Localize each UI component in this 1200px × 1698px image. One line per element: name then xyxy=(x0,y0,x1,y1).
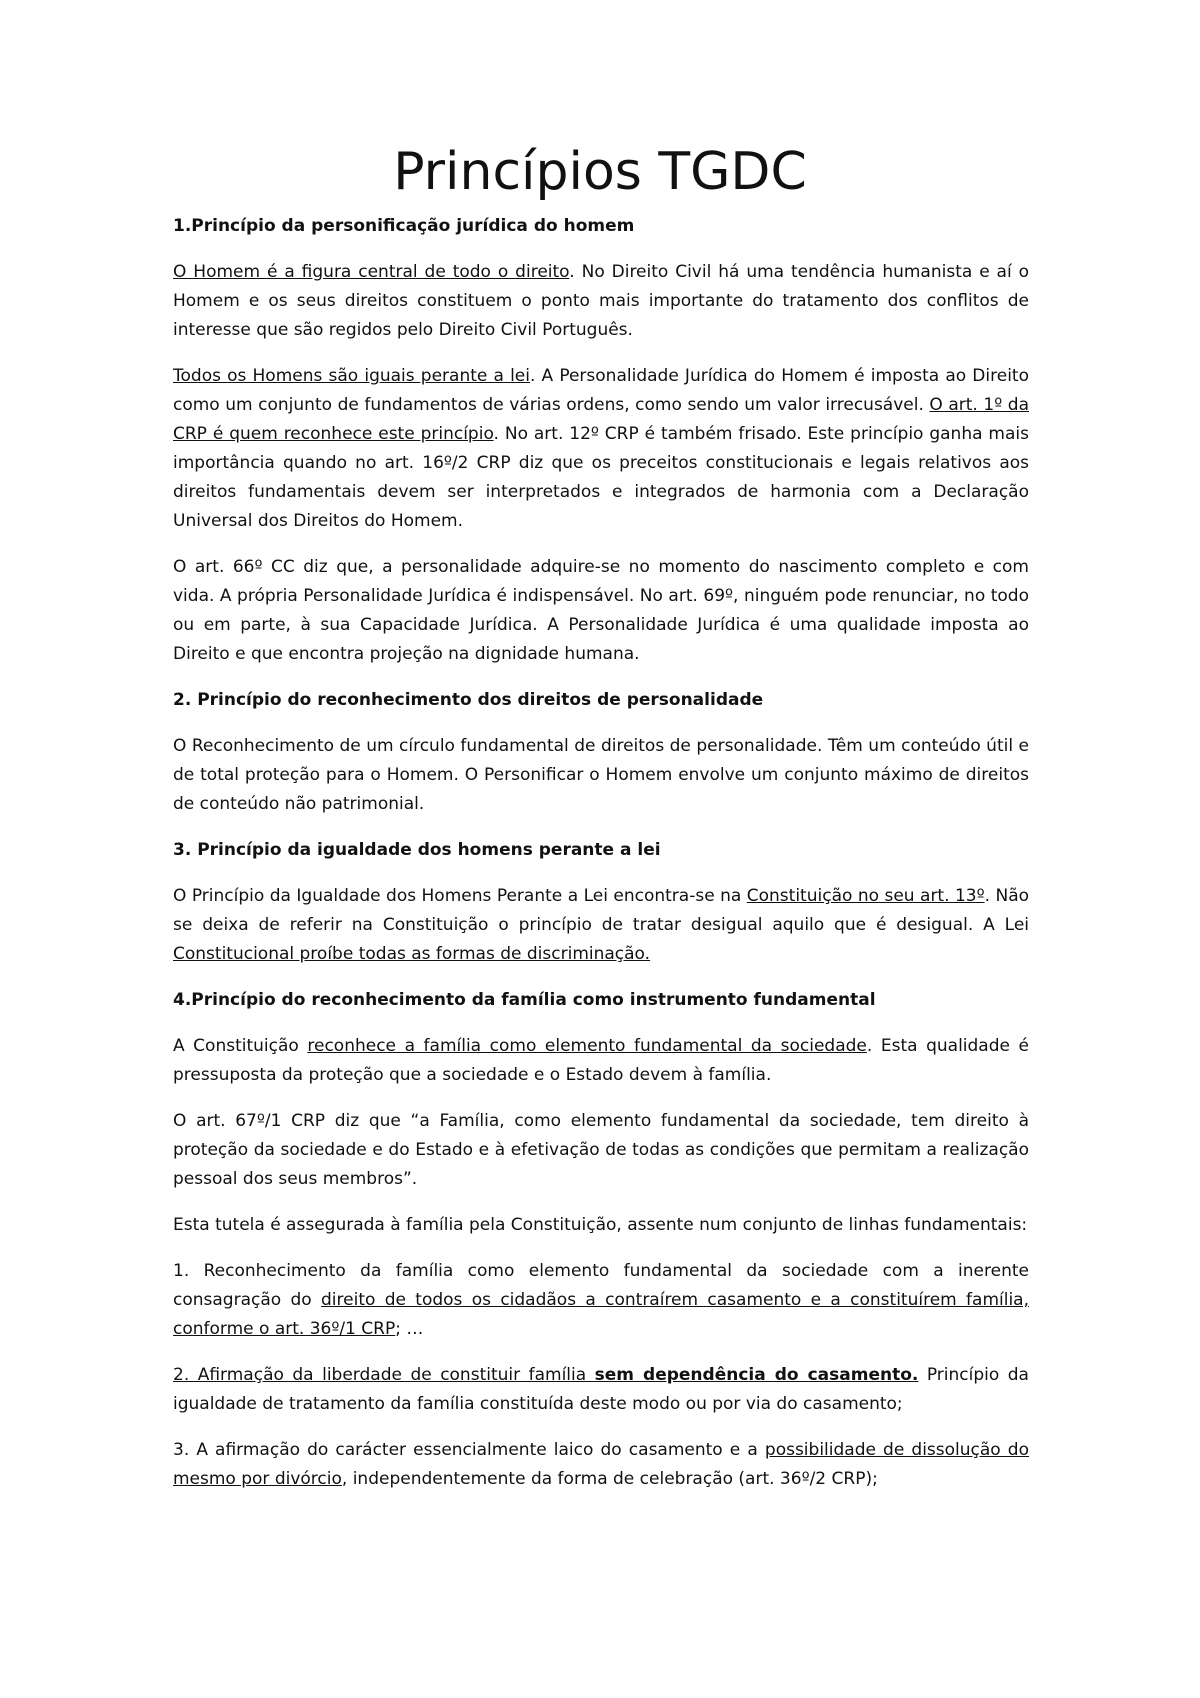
paragraph-text: . No Direito Civil há uma tendência humanista e aí o Homem e os seus direitos constituem o ponto mais importante do tratamento dos conflitos de interesse que são regidos pelo Direito Civil Português. xyxy=(173,262,1030,340)
paragraph-text: Princípio da igualdade de tratamento da família constituída deste modo ou por via do casamento; xyxy=(173,1365,1029,1414)
section-heading-1: 1.Princípio da personificação jurídica do homem xyxy=(173,216,635,236)
underlined-text: possibilidade de dissolução do mesmo por divórcio xyxy=(173,1440,1030,1489)
document-body xyxy=(173,212,1029,1511)
section-heading-3: 3. Princípio da igualdade dos homens perante a lei xyxy=(173,840,661,860)
paragraph-text: 1. Reconhecimento da família como elemento fundamental da sociedade com a inerente consagração do xyxy=(173,1261,1029,1310)
paragraph-text: A Constituição xyxy=(173,1036,308,1056)
paragraph-text: 3. A afirmação do carácter essencialmente laico do casamento e a xyxy=(173,1440,765,1460)
paragraph xyxy=(173,258,1029,345)
document-title: Princípios TGDC xyxy=(393,142,807,202)
underlined-text: O Homem é a figura central de todo o direito xyxy=(173,262,570,282)
section-heading-4: 4.Princípio do reconhecimento da família como instrumento fundamental xyxy=(173,990,876,1010)
paragraph-text: ; … xyxy=(395,1319,424,1339)
paragraph xyxy=(173,882,1029,969)
underlined-bold-text: sem dependência do casamento. xyxy=(594,1365,919,1385)
paragraph: O Reconhecimento de um círculo fundamental de direitos de personalidade. Têm um conteúdo útil e de total proteção para o Homem. O Personificar o Homem envolve um conjunto máximo de direitos de conteúdo não patrimonial. xyxy=(173,736,1029,814)
underlined-text: 2. Afirmação da liberdade de constituir família xyxy=(173,1365,595,1385)
section-heading-2: 2. Princípio do reconhecimento dos direitos de personalidade xyxy=(173,690,764,710)
underlined-text: O art. 1º da CRP é quem reconhece este princípio xyxy=(173,395,1029,444)
paragraph-text: . No art. 12º CRP é também frisado. Este princípio ganha mais importância quando no art. 16º/2 CRP diz que os preceitos constitucionais e legais relativos aos direitos fundamentais devem ser interpretados e integrados de harmonia com a Declaração Universal dos Direitos do Homem. xyxy=(173,424,1029,531)
paragraph-text: . Esta qualidade é pressuposta da proteção que a sociedade e o Estado devem à família. xyxy=(173,1036,1029,1085)
underlined-text: Constitucional proíbe todas as formas de discriminação. xyxy=(173,944,651,964)
underlined-text: reconhece a família como elemento fundamental da sociedade xyxy=(307,1036,867,1056)
list-item xyxy=(173,1436,1029,1494)
underlined-text: Constituição no seu art. 13º xyxy=(746,886,985,906)
paragraph xyxy=(173,362,1029,536)
paragraph-text: . Não se deixa de referir na Constituição o princípio de tratar desigual aquilo que é desigual. A Lei xyxy=(173,886,1030,935)
paragraph-text: . A Personalidade Jurídica do Homem é imposta ao Direito como um conjunto de fundamentos de várias ordens, como sendo um valor irrecusável. xyxy=(173,366,1029,415)
list-item xyxy=(173,1361,1029,1419)
list-item xyxy=(173,1257,1029,1344)
paragraph-text: O Princípio da Igualdade dos Homens Perante a Lei encontra-se na xyxy=(173,886,747,906)
paragraph: Esta tutela é assegurada à família pela Constituição, assente num conjunto de linhas fundamentais: xyxy=(173,1215,1028,1235)
paragraph xyxy=(173,1032,1029,1090)
underlined-text: direito de todos os cidadãos a contraírem casamento e a constituírem família, conforme o art. 36º/1 CRP xyxy=(173,1290,1029,1339)
underlined-text: Todos os Homens são iguais perante a lei xyxy=(173,366,530,386)
paragraph: O art. 67º/1 CRP diz que “a Família, como elemento fundamental da sociedade, tem direito à proteção da sociedade e do Estado e à efetivação de todas as condições que permitam a realização pessoal dos seus membros”. xyxy=(173,1111,1029,1189)
paragraph: O art. 66º CC diz que, a personalidade adquire-se no momento do nascimento completo e com vida. A própria Personalidade Jurídica é indispensável. No art. 69º, ninguém pode renunciar, no todo ou em parte, à sua Capacidade Jurídica. A Personalidade Jurídica é uma qualidade imposta ao Direito e que encontra projeção na dignidade humana. xyxy=(173,557,1029,664)
paragraph-text: , independentemente da forma de celebração (art. 36º/2 CRP); xyxy=(341,1469,878,1489)
